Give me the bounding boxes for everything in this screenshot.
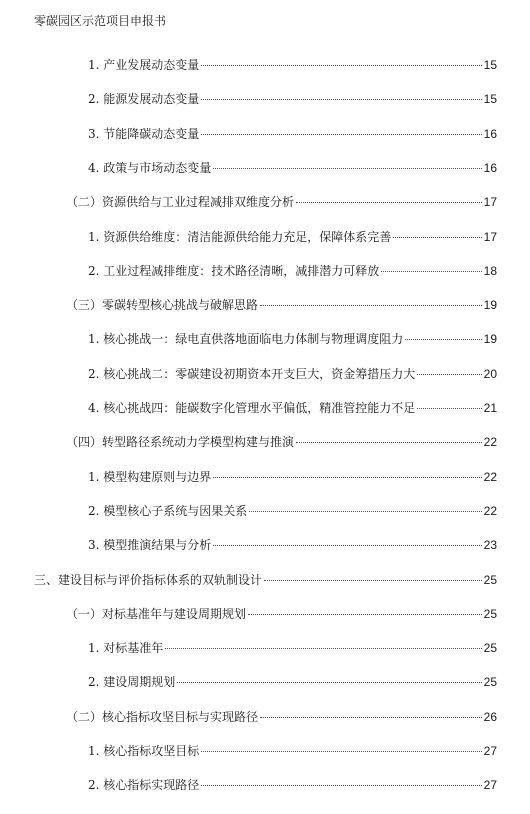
toc-entry-title: 1. 模型构建原则与边界: [88, 470, 212, 484]
toc-entry-title: 2. 模型核心子系统与因果关系: [88, 504, 248, 518]
toc-leader-dots: [248, 614, 482, 615]
toc-leader-dots: [201, 785, 481, 786]
toc-page-number: 22: [483, 470, 497, 484]
toc-entry[interactable]: [88, 58, 497, 72]
toc-page-number: 27: [483, 744, 497, 758]
toc-leader-dots: [165, 648, 481, 649]
toc-entry[interactable]: [88, 470, 497, 484]
toc-entry[interactable]: [88, 230, 497, 244]
toc-page-number: 16: [483, 161, 497, 175]
toc-entry[interactable]: [88, 401, 497, 415]
toc-entry[interactable]: [88, 675, 497, 689]
toc-entry[interactable]: [66, 607, 497, 621]
toc-entry[interactable]: [88, 332, 497, 346]
toc-entry-title: 2. 能源发展动态变量: [88, 92, 200, 106]
toc-page-number: 25: [483, 573, 497, 587]
toc-leader-dots: [393, 237, 481, 238]
toc-entry[interactable]: [88, 744, 497, 758]
toc-page-number: 26: [483, 710, 497, 724]
toc-entry-title: 3. 模型推演结果与分析: [88, 538, 212, 552]
toc-entry[interactable]: [66, 710, 497, 724]
toc-page-number: 20: [483, 367, 497, 381]
toc-entry[interactable]: [88, 127, 497, 141]
toc-entry-title: 3. 节能降碳动态变量: [88, 127, 200, 141]
toc-entry-title: 1. 对标基准年: [88, 641, 164, 655]
toc-entry[interactable]: [88, 92, 497, 106]
toc-leader-dots: [201, 99, 481, 100]
toc-leader-dots: [201, 751, 481, 752]
toc-page-number: 27: [483, 778, 497, 792]
page-header: 零碳园区示范项目申报书: [34, 14, 167, 28]
toc-entry-title: 三、建设目标与评价指标体系的双轨制设计: [34, 573, 263, 587]
toc-leader-dots: [417, 374, 481, 375]
toc-entry[interactable]: [88, 161, 497, 175]
toc-leader-dots: [201, 65, 481, 66]
toc-leader-dots: [405, 339, 481, 340]
toc-entry-title: 2. 工业过程减排维度：技术路径清晰，减排潜力可释放: [88, 264, 380, 278]
toc-page-number: 17: [483, 230, 497, 244]
toc-page-number: 19: [483, 332, 497, 346]
toc-entry-title: （二）资源供给与工业过程减排双维度分析: [66, 195, 295, 209]
toc-entry[interactable]: [88, 367, 497, 381]
toc-entry-title: （四）转型路径系统动力学模型构建与推演: [66, 435, 295, 449]
toc-page-number: 19: [483, 298, 497, 312]
toc-entry-title: 2. 建设周期规划: [88, 675, 176, 689]
toc-leader-dots: [260, 717, 482, 718]
toc-leader-dots: [381, 271, 481, 272]
toc-leader-dots: [213, 168, 481, 169]
toc-entry-title: 4. 政策与市场动态变量: [88, 161, 212, 175]
toc-page-number: 23: [483, 538, 497, 552]
toc-leader-dots: [213, 545, 481, 546]
toc-entry[interactable]: [66, 298, 497, 312]
toc-entry[interactable]: [88, 538, 497, 552]
toc-leader-dots: [417, 408, 481, 409]
toc-leader-dots: [213, 477, 481, 478]
toc-entry[interactable]: [34, 573, 497, 587]
toc-leader-dots: [296, 202, 482, 203]
toc-entry[interactable]: [66, 195, 497, 209]
toc-page-number: 25: [483, 675, 497, 689]
toc-page-number: 21: [483, 401, 497, 415]
toc-page-number: 17: [483, 195, 497, 209]
toc-entry-title: 1. 资源供给维度：清洁能源供给能力充足，保障体系完善: [88, 230, 392, 244]
toc-entry[interactable]: [88, 504, 497, 518]
toc-entry[interactable]: [88, 778, 497, 792]
toc-leader-dots: [260, 305, 482, 306]
toc-page-number: 22: [483, 435, 497, 449]
toc-entry-title: 4. 核心挑战四：能碳数字化管理水平偏低，精准管控能力不足: [88, 401, 416, 415]
toc-entry-title: 1. 核心指标攻坚目标: [88, 744, 200, 758]
toc-leader-dots: [264, 580, 482, 581]
toc-leader-dots: [296, 442, 482, 443]
toc-page-number: 15: [483, 92, 497, 106]
toc-page-number: 25: [483, 641, 497, 655]
toc-entry[interactable]: [88, 641, 497, 655]
toc-leader-dots: [177, 682, 481, 683]
toc-leader-dots: [249, 511, 481, 512]
toc-page-number: 22: [483, 504, 497, 518]
toc-page-number: 16: [483, 127, 497, 141]
toc-entry[interactable]: [66, 435, 497, 449]
toc-entry-title: （三）零碳转型核心挑战与破解思路: [66, 298, 259, 312]
toc-entry-title: 1. 产业发展动态变量: [88, 58, 200, 72]
toc-entry-title: 1. 核心挑战一：绿电直供落地面临电力体制与物理调度阻力: [88, 332, 404, 346]
toc-entry-title: （二）核心指标攻坚目标与实现路径: [66, 710, 259, 724]
toc-page-number: 25: [483, 607, 497, 621]
toc-entry[interactable]: [88, 264, 497, 278]
toc-leader-dots: [201, 134, 481, 135]
toc-entry-title: 2. 核心指标实现路径: [88, 778, 200, 792]
toc-page-number: 18: [483, 264, 497, 278]
toc-entry-title: （一）对标基准年与建设周期规划: [66, 607, 247, 621]
toc-page-number: 15: [483, 58, 497, 72]
toc-entry-title: 2. 核心挑战二：零碳建设初期资本开支巨大，资金筹措压力大: [88, 367, 416, 381]
